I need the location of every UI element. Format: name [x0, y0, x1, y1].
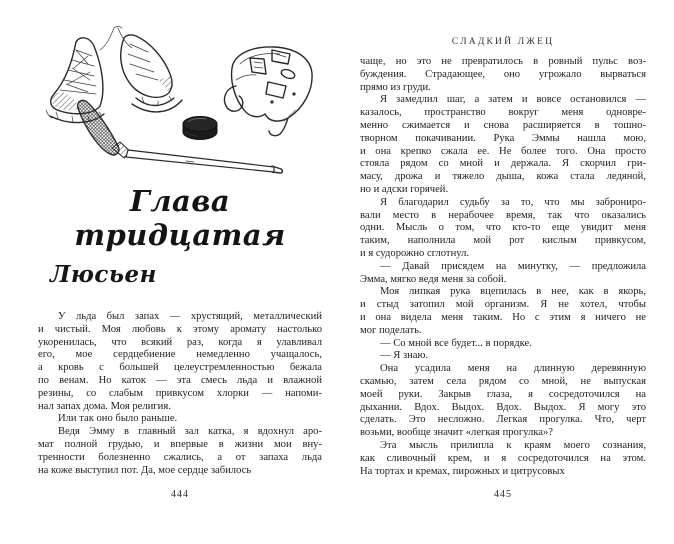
text-line: масу, дрожа и тяжело дыша, кожа стала ледяной, — [360, 171, 646, 183]
text-line: мат полной грудью, и впервые в жизни мои вну- — [38, 438, 322, 450]
text-line: тренности болезненно сжались, а от запаха льда — [38, 451, 322, 463]
paragraph — [360, 363, 646, 440]
paragraph — [360, 350, 646, 363]
paragraph — [360, 56, 646, 94]
text-line: дыхании. Вдох. Выдох. Вдох. Выдох. Я могу это — [360, 401, 646, 413]
text-line: возьми, вообще значит «легкая прогулка»? — [360, 427, 553, 439]
paragraph — [38, 311, 322, 413]
chapter-title-line2: тридцатая — [74, 218, 286, 252]
right-page-number: 445 — [494, 489, 512, 500]
paragraph — [360, 338, 646, 351]
text-line: и она видела меня таким. Но с этим я ничего не — [360, 311, 646, 323]
text-line: на коже выступил пот. Да, мое сердце забилось — [38, 464, 252, 476]
paragraph — [360, 197, 646, 261]
text-line: моей руки. Закрыв глаза, я сосредоточился на — [360, 388, 646, 400]
text-line: Эмма, мягко ведя меня за собой. — [360, 273, 507, 285]
text-line: Или так оно было раньше. — [58, 413, 178, 425]
text-line: У льда был запах — хрустящий, металлический — [58, 311, 322, 322]
text-line: Моя липкая рука вцепилась в нее, как в якорь, — [380, 286, 646, 298]
text-line: мог поделать. — [360, 324, 422, 336]
text-line: одни. Мысль о том, что кто-то еще увидит меня — [360, 222, 646, 234]
text-line: и стыд затопил мой организм. Я не хотел, чтобы — [360, 299, 646, 311]
text-line: Ведя Эмму в главный зал катка, я вдохнул аро- — [58, 426, 322, 438]
text-line: Эта мысль прилипла к краям моего сознания, — [380, 439, 646, 451]
hockey-helmet-icon — [224, 47, 312, 136]
left-page-number: 444 — [171, 489, 189, 500]
text-line: — Со мной все будет... в порядке. — [380, 337, 532, 349]
hockey-puck-icon — [183, 117, 217, 140]
text-line: стояла рядом со мной и держала. Я скорчил гри- — [360, 158, 646, 170]
text-line: и чистый. Моя любовь к этому аромату настолько — [38, 323, 322, 335]
running-header: СЛАДКИЙ ЛЖЕЦ — [451, 37, 555, 47]
ice-skates-icon — [46, 27, 182, 123]
text-line: вали место в нерабочее время, так что оказались — [360, 209, 646, 221]
paragraph — [360, 261, 646, 287]
text-line: Я благодарил судьбу за то, что мы заброниро- — [380, 196, 646, 208]
text-line: — Я знаю. — [380, 350, 429, 362]
text-line: таким, наполнила мой рот кислым привкусом, — [360, 235, 646, 247]
text-line: резины, со слабым привкусом хлорки — напоми- — [38, 387, 322, 399]
chapter-title — [38, 184, 322, 252]
text-line: На тортах и кремах, пирожных и цитрусовых — [360, 465, 565, 477]
text-line: по венам. Но каток — эта смесь льда и влажной — [38, 374, 322, 386]
hockey-illustration — [36, 24, 318, 186]
text-line: укоренилась, что всякий раз, когда я улавливал — [38, 336, 322, 348]
text-line: — Давай присядем на минутку, — предложила — [380, 260, 646, 272]
text-line: казалось, пространство вокруг меня одновре- — [360, 107, 646, 119]
text-line: Она усадила меня на длинную деревянную — [380, 363, 646, 375]
text-line: как сливочный крем, и я сосредоточился на этом. — [360, 452, 646, 464]
text-line: менно сжимается и снова расширяется в тошно- — [360, 119, 646, 131]
text-line: но и адски горячей. — [360, 183, 449, 195]
paragraph — [360, 286, 646, 337]
text-line: творном покачивании. Рука Эммы нашла мою, — [360, 132, 646, 144]
right-page-body — [360, 56, 646, 478]
text-line: прямо из груди. — [360, 81, 431, 93]
section-heading: Люсьен — [50, 261, 157, 288]
text-line: чаще, но это не превратилось в ровный пульс воз- — [360, 56, 646, 67]
paragraph — [360, 440, 646, 478]
text-line: и она крепко сжала ее. Не более того. Она просто — [360, 145, 646, 157]
text-line: сделать. Это несложно. Легкая прогулка. Что, черт — [360, 414, 646, 426]
text-line: и я судорожно сглотнул. — [360, 247, 469, 259]
chapter-title-line1: Глава — [129, 184, 231, 218]
text-line: его, мое сердцебиение немедленно учащалось, — [38, 349, 322, 361]
paragraph — [38, 413, 322, 426]
paragraph — [360, 94, 646, 196]
left-page-body — [38, 311, 322, 477]
hockey-stick-icon — [78, 100, 283, 173]
text-line: а кровь с большей целеустремленностью бежала — [38, 362, 322, 374]
text-line: скамью, затем села рядом со мной, не выпуская — [360, 375, 646, 387]
text-line: нал запах дома. Моя религия. — [38, 400, 171, 412]
text-line: буждения. Страдающее, оно угрожало вырваться — [360, 68, 646, 80]
text-line: Я замедлил шаг, а затем и вовсе остановился — — [380, 94, 646, 106]
paragraph — [38, 426, 322, 477]
